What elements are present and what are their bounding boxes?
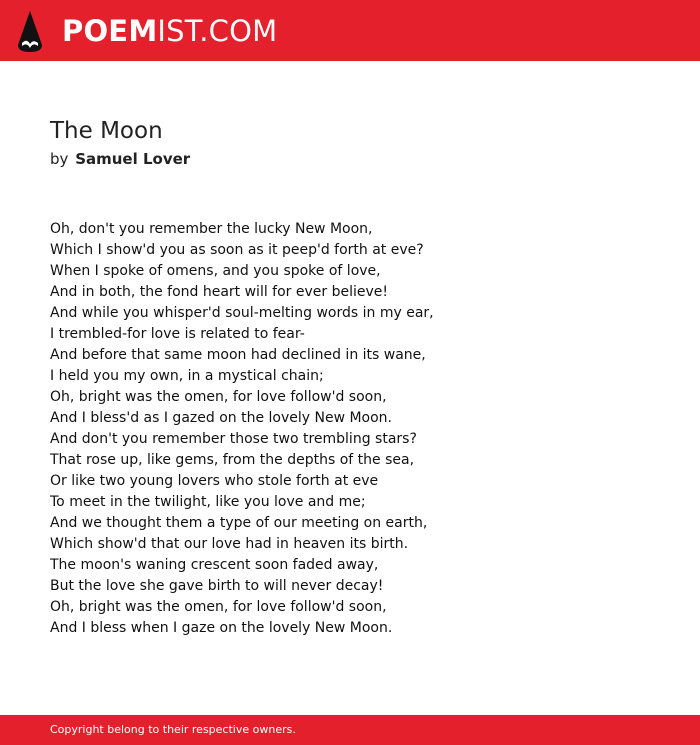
logo-text-light: IST.COM xyxy=(157,14,278,48)
poem-line: That rose up, like gems, from the depths of the sea, xyxy=(50,452,415,468)
poem-line: And we thought them a type of our meeting on earth, xyxy=(50,515,428,531)
poem-title: The Moon xyxy=(50,118,163,144)
poem-line: And don't you remember those two trembling stars? xyxy=(50,431,417,447)
poem-body xyxy=(50,219,434,639)
pencil-tip-icon xyxy=(18,11,42,52)
poem-line: To meet in the twilight, like you love and me; xyxy=(50,494,366,510)
poem-byline xyxy=(50,149,190,169)
poem-line: Oh, bright was the omen, for love follow'd soon, xyxy=(50,389,387,405)
poem-line: I trembled-for love is related to fear- xyxy=(50,326,305,342)
poem-line: I held you my own, in a mystical chain; xyxy=(50,368,324,384)
poem-line: And I bless when I gaze on the lovely New Moon. xyxy=(50,620,393,636)
poem-line: Or like two young lovers who stole forth at eve xyxy=(50,473,379,489)
footer-bar xyxy=(0,715,700,745)
site-logo-link[interactable] xyxy=(18,10,277,52)
poem-line: When I spoke of omens, and you spoke of love, xyxy=(50,263,381,279)
site-logo-text xyxy=(62,10,277,52)
poem-line: Which show'd that our love had in heaven its birth. xyxy=(50,536,409,552)
poem-line: And in both, the fond heart will for ever believe! xyxy=(50,284,388,300)
poem-line: The moon's waning crescent soon faded away, xyxy=(50,557,379,573)
header-bar xyxy=(0,0,700,61)
poem-line: And while you whisper'd soul-melting words in my ear, xyxy=(50,305,434,321)
logo-text-bold: POEM xyxy=(62,14,158,48)
poem-line: Oh, don't you remember the lucky New Moon, xyxy=(50,221,373,237)
byline-label: by xyxy=(50,150,69,168)
poem-line: But the love she gave birth to will never decay! xyxy=(50,578,384,594)
footer-copyright: Copyright belong to their respective owners. xyxy=(50,723,296,736)
poem-line: And I bless'd as I gazed on the lovely New Moon. xyxy=(50,410,393,426)
poem-author: Samuel Lover xyxy=(75,150,191,168)
poem-line: Oh, bright was the omen, for love follow'd soon, xyxy=(50,599,387,615)
poem-line: Which I show'd you as soon as it peep'd forth at eve? xyxy=(50,242,424,258)
poem-line: And before that same moon had declined in its wane, xyxy=(50,347,426,363)
